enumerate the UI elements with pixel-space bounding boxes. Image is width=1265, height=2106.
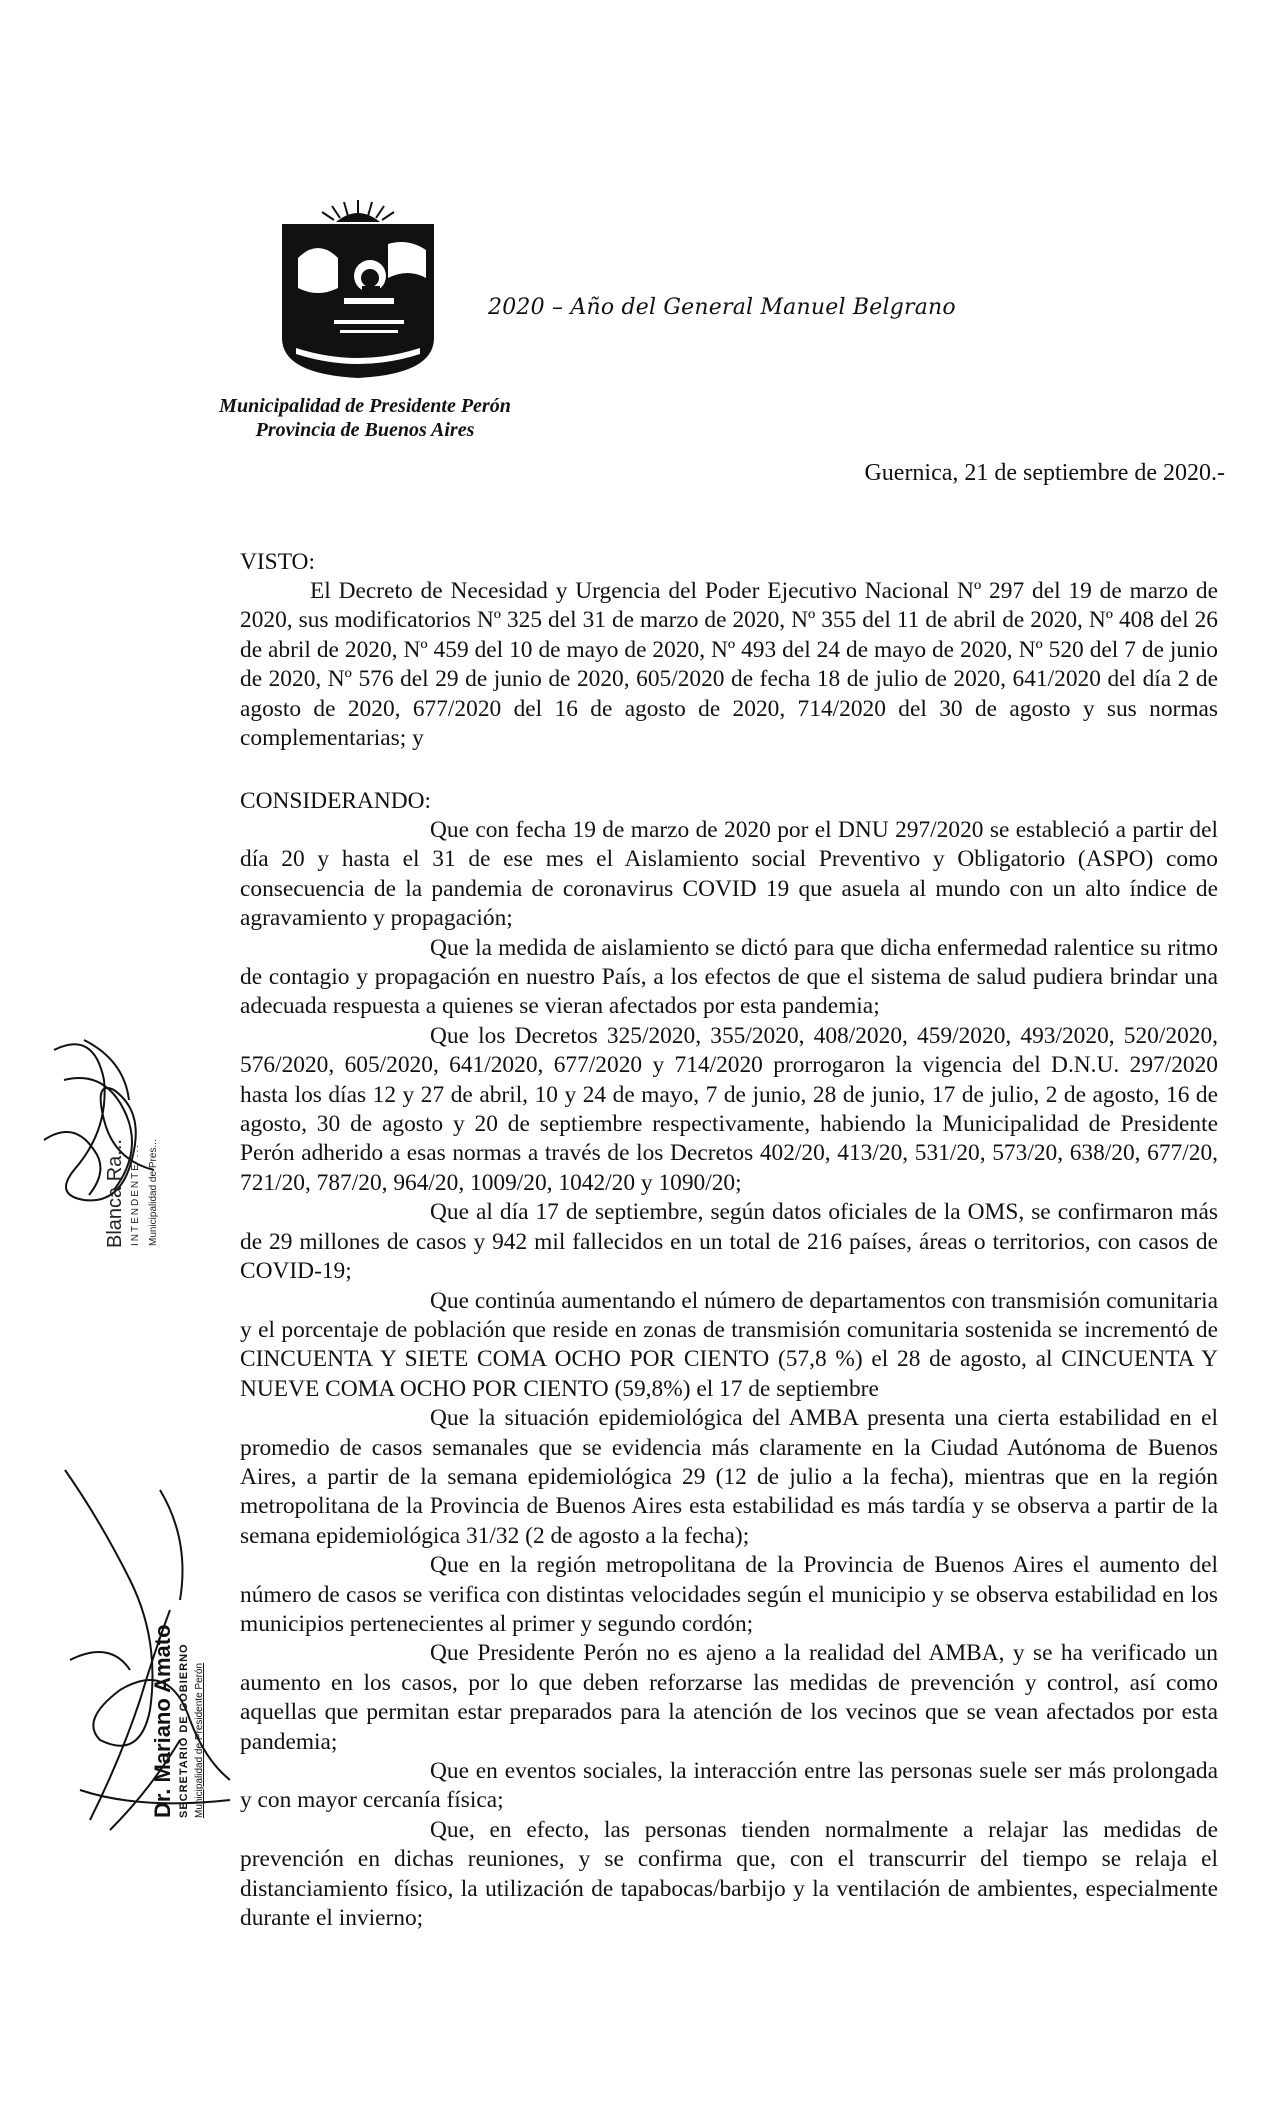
municipality-heading [210,394,520,442]
stamp-organization: Municipalidad de Pres... [148,1139,159,1246]
considerando-paragraph: Que al día 17 de septiembre, según datos oficiales de la OMS, se confirmaron más de 29 millones de casos y 942 mil fallecidos en un total de 216 países, áreas o territorios, con casos de COVID-19; [240,1199,1218,1285]
considerando-paragraph: Que en la región metropolitana de la Provincia de Buenos Aires el aumento del número de casos se verifica con distintas velocidades según el municipio y se observa estabilidad en los municipios pertenecientes al primer y segundo cordón; [240,1552,1218,1637]
stamp-role: INTENDENTE ... [130,1142,141,1246]
considerando-paragraph: Que la medida de aislamiento se dictó para que dicha enfermedad ralentice su ritmo de contagio y propagación en nuestro País, a los efectos de que el sistema de salud pudiera brindar una adecuada respuesta a quienes se vieran afectados por esta pandemia; [240,934,1218,1020]
municipality-name: Municipalidad de Presidente Perón [219,395,511,417]
considerando-paragraph: Que continúa aumentando el número de departamentos con transmisión comunitaria y el porcentaje de población que reside en zonas de transmisión comunitaria sostenida se incrementó de CINCUENTA Y SIETE COMA OCHO POR CIENTO (57,8 %) el 28 de agosto, al CINCUENTA Y NUEVE COMA OCHO POR CIENTO (59,8%) el 17 de septiembre [240,1287,1218,1402]
considerando-paragraph: Que en eventos sociales, la interacción entre las personas suele ser más prolongada y con mayor cercanía física; [240,1758,1218,1814]
considerando-paragraph: Que, en efecto, las personas tienden normalmente a relajar las medidas de prevención en dichas reuniones, y se confirma que, con el transcurrir del tiempo se relaja el distanciamiento físico, la utilización de tapabocas/barbijo y la ventilación de ambientes, especialmente durante el invierno; [240,1816,1218,1932]
mayor-stamp [100,1070,170,1250]
stamp-name: Blanca Ra... [104,1139,126,1248]
considerando-paragraph: Que con fecha 19 de marzo de 2020 por el DNU 297/2020 se estableció a partir del día 20 y hasta el 31 de ese mes el Aislamiento social Preventivo y Obligatorio (ASPO) como consecuencia de la pandemia de coronavirus COVID 19 que asuela al mundo con un alto índice de agravamiento y propagación; [240,817,1218,932]
considerando-heading: CONSIDERANDO: [240,788,432,814]
place-and-date: Guernica, 21 de septiembre de 2020.- [864,460,1225,486]
province-name: Provincia de Buenos Aires [255,419,475,441]
secretary-stamp [150,1560,230,1820]
stamp-name: Dr. Mariano Amato [150,1624,175,1818]
visto-heading: VISTO: [240,549,315,575]
considerando-paragraph: Que Presidente Perón no es ajeno a la realidad del AMBA, y se ha verificado un aumento en los casos, por lo que deben reforzarse las medidas de prevención y control, así como aquellas que permitan estar preparados para la atención de los vecinos que se vean afectados por esta pandemia; [240,1640,1218,1755]
considerando-body [240,816,1218,1933]
year-motto: 2020 – Año del General Manuel Belgrano [488,295,956,320]
visto-paragraph: El Decreto de Necesidad y Urgencia del Poder Ejecutivo Nacional Nº 297 del 19 de marzo de 2020, sus modificatorios Nº 325 del 31 de marzo de 2020, Nº 355 del 11 de abril de 2020, Nº 408 del 26 de abril de 2020, Nº 459 del 10 de mayo de 2020, Nº 493 del 24 de mayo de 2020, Nº 520 del 7 de junio de 2020, Nº 576 del 29 de junio de 2020, 605/2020 de fecha 18 de julio de 2020, 641/2020 del día 2 de agosto de 2020, 677/2020 del 16 de agosto de 2020, 714/2020 del 30 de agosto y sus normas complementarias; y [240,578,1218,752]
municipal-coat-of-arms-logo [278,198,438,380]
considerando-paragraph: Que los Decretos 325/2020, 355/2020, 408/2020, 459/2020, 493/2020, 520/2020, 576/2020, 605/2020, 641/2020, 677/2020 y 714/2020 prorrogaron la vigencia del D.N.U. 297/2020 hasta los días 12 y 27 de abril, 10 y 24 de mayo, 7 de junio, 28 de junio, 17 de julio, 2 de agosto, 16 de agosto, 30 de agosto y 20 de septiembre respectivamente, habiendo la Municipalidad de Presidente Perón adherido a esas normas a través de los Decretos 402/20, 413/20, 531/20, 573/20, 638/20, 677/20, 721/20, 787/20, 964/20, 1009/20, 1042/20 y 1090/20; [240,1022,1218,1196]
stamp-organization: Municipalidad de Presidente Perón [194,1662,205,1818]
stamp-role: SECRETARIO DE GOBIERNO [178,1643,190,1818]
considerando-paragraph: Que la situación epidemiológica del AMBA presenta una cierta estabilidad en el promedio de casos semanales que se evidencia más claramente en la Ciudad Autónoma de Buenos Aires, a partir de la semana epidemiológica 29 (12 de julio a la fecha), mientras que en la región metropolitana de la Provincia de Buenos Aires esta estabilidad es más tardía y se observa a partir de la semana epidemiológica 31/32 (2 de agosto a la fecha); [240,1405,1218,1549]
